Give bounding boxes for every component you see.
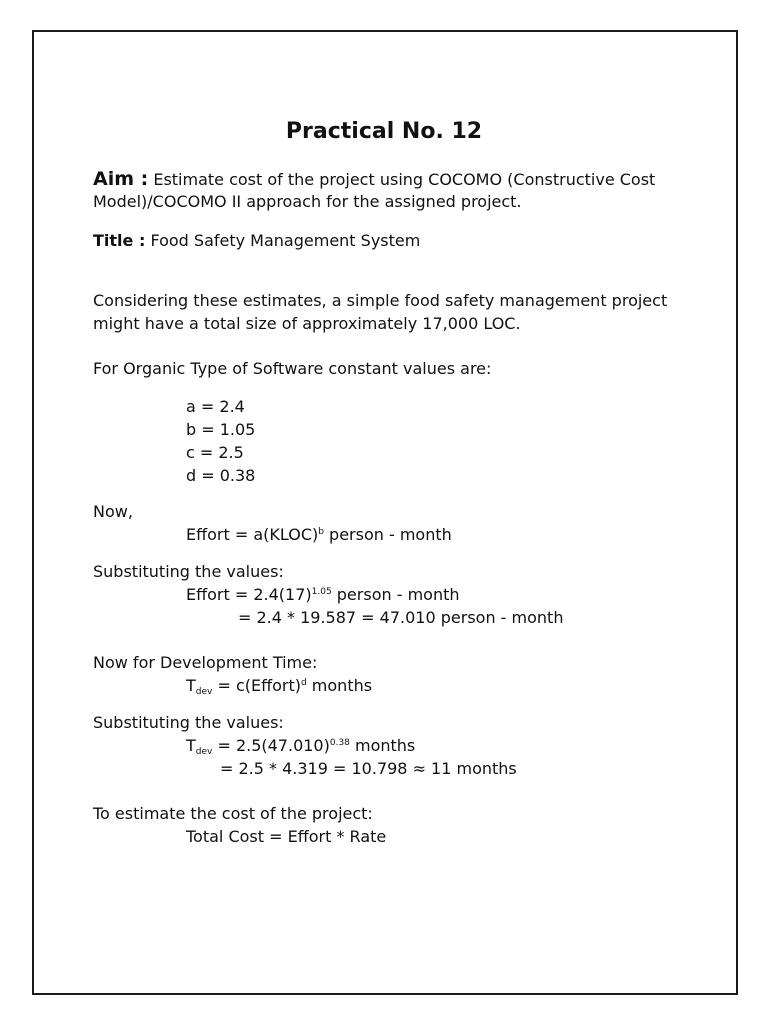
aim-line-1 <box>93 168 655 191</box>
title-label: Title : <box>93 231 146 250</box>
constant-d: d = 0.38 <box>186 466 256 485</box>
dev-formula-exponent: d <box>301 678 307 688</box>
dev-sub-lhs: = 2.5(47.010) <box>212 736 330 755</box>
dev-result: = 2.5 * 4.319 = 10.798 ≈ 11 months <box>220 759 517 778</box>
dev-time-formula <box>186 675 372 697</box>
effort-sub-heading: Substituting the values: <box>93 562 284 581</box>
effort-result: = 2.4 * 19.587 = 47.010 person - month <box>238 608 564 627</box>
effort-sub-exponent: 1.05 <box>311 587 332 597</box>
dev-formula-subscript: dev <box>195 687 213 697</box>
effort-formula <box>186 524 452 546</box>
dev-substitution <box>186 735 415 757</box>
constant-c: c = 2.5 <box>186 443 244 462</box>
page-title: Practical No. 12 <box>285 119 483 144</box>
aim-line-2: Model)/COCOMO II approach for the assigned project. <box>93 192 522 211</box>
dev-formula-lhs: = c(Effort) <box>212 676 301 695</box>
effort-formula-exponent: b <box>318 527 324 537</box>
dev-sub-exponent: 0.38 <box>329 738 350 748</box>
aim-text-1: Estimate cost of the project using COCOMO (Constructive Cost <box>153 170 656 189</box>
dev-formula-unit: months <box>306 676 373 695</box>
dev-time-heading: Now for Development Time: <box>93 653 318 672</box>
constant-b: b = 1.05 <box>186 420 256 439</box>
estimate-line-1: Considering these estimates, a simple food safety management project <box>93 291 668 310</box>
effort-formula-lhs: Effort = a(KLOC) <box>186 525 319 544</box>
dev-sub-heading: Substituting the values: <box>93 713 284 732</box>
dev-sub-t: T <box>186 736 196 755</box>
title-line <box>93 230 420 252</box>
effort-sub-unit: person - month <box>331 585 460 604</box>
constants-heading: For Organic Type of Software constant values are: <box>93 359 492 378</box>
dev-sub-subscript: dev <box>195 747 213 757</box>
effort-formula-unit: person - month <box>323 525 452 544</box>
dev-sub-unit: months <box>349 736 416 755</box>
effort-substitution <box>186 584 460 606</box>
cost-formula: Total Cost = Effort * Rate <box>186 827 387 846</box>
dev-formula-t: T <box>186 676 196 695</box>
now-label: Now, <box>93 502 133 521</box>
effort-sub-lhs: Effort = 2.4(17) <box>186 585 312 604</box>
cost-heading: To estimate the cost of the project: <box>93 804 373 823</box>
title-value: Food Safety Management System <box>150 231 421 250</box>
aim-label: Aim : <box>93 168 149 190</box>
constant-a: a = 2.4 <box>186 397 245 416</box>
estimate-line-2: might have a total size of approximately 17,000 LOC. <box>93 314 521 333</box>
